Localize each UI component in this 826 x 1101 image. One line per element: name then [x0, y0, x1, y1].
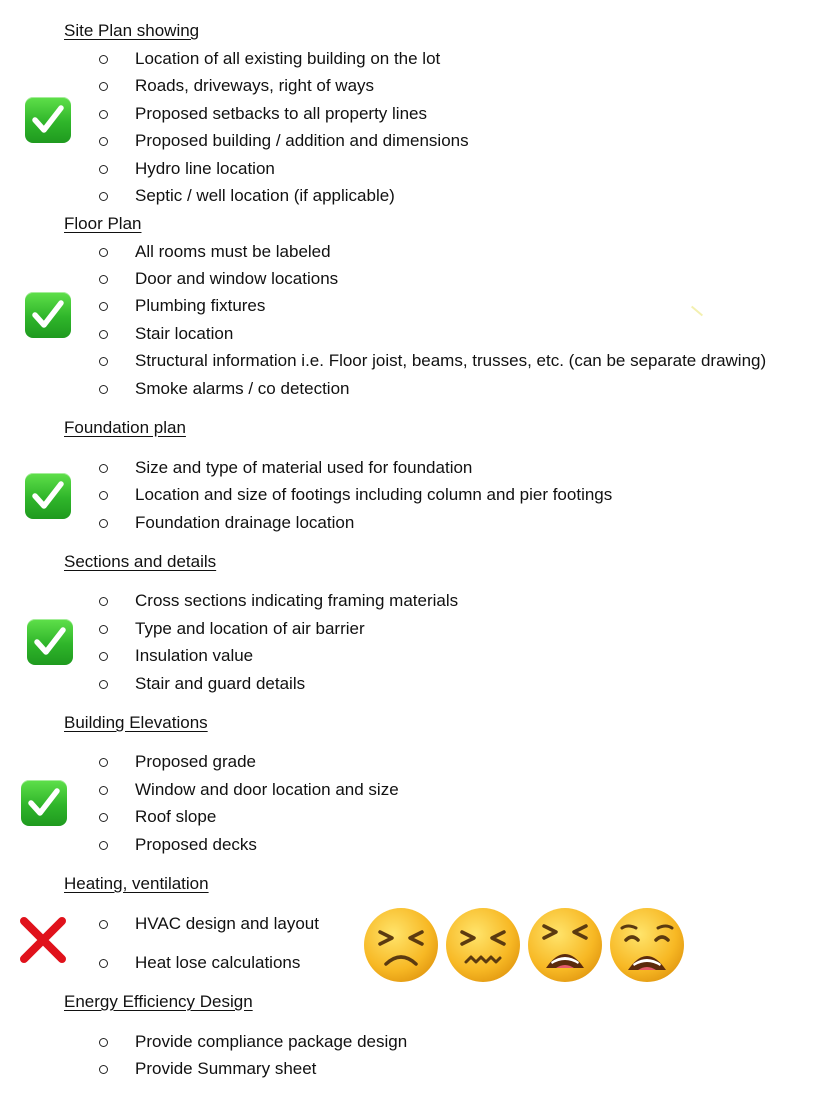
section-heading-sections-and-details: Sections and details — [64, 552, 217, 571]
bullet-icon — [99, 959, 108, 968]
bullet-icon — [99, 680, 108, 689]
stray-mark — [691, 306, 703, 317]
weary-face-icon — [608, 906, 686, 989]
check-mark-icon — [25, 97, 71, 143]
check-mark-icon — [25, 292, 71, 338]
bullet-icon — [99, 652, 108, 661]
bullet-icon — [99, 248, 108, 257]
confounded-face-icon — [444, 906, 522, 989]
bullet-icon — [99, 920, 108, 929]
check-mark-icon — [27, 619, 73, 665]
bullet-icon — [99, 385, 108, 394]
check-mark-icon — [25, 473, 71, 519]
section-heading-building-elevations: Building Elevations — [64, 713, 208, 732]
bullet-icon — [99, 841, 108, 850]
bullet-icon — [99, 275, 108, 284]
tired-face-icon — [526, 906, 604, 989]
bullet-icon — [99, 597, 108, 606]
section-heading-foundation-plan: Foundation plan — [64, 418, 186, 437]
section-heading-site-plan: Site Plan showing — [64, 21, 200, 40]
bullet-icon — [99, 1065, 108, 1074]
bullet-icon — [99, 82, 108, 91]
bullet-icon — [99, 786, 108, 795]
section-heading-heating-ventilation: Heating, ventilation — [64, 874, 209, 893]
bullet-icon — [99, 464, 108, 473]
bullet-icon — [99, 491, 108, 500]
section-heading-floor-plan: Floor Plan — [64, 214, 142, 233]
bullet-icon — [99, 758, 108, 767]
check-mark-icon — [21, 780, 67, 826]
bullet-icon — [99, 192, 108, 201]
confounded-face-icon — [362, 906, 440, 989]
cross-mark-icon — [18, 915, 68, 970]
bullet-icon — [99, 165, 108, 174]
bullet-icon — [99, 1038, 108, 1047]
bullet-icon — [99, 302, 108, 311]
section-heading-energy-efficiency-design: Energy Efficiency Design — [64, 992, 253, 1011]
bullet-icon — [99, 813, 108, 822]
bullet-icon — [99, 110, 108, 119]
bullet-icon — [99, 625, 108, 634]
bullet-icon — [99, 137, 108, 146]
bullet-icon — [99, 330, 108, 339]
bullet-icon — [99, 55, 108, 64]
bullet-icon — [99, 357, 108, 366]
bullet-icon — [99, 519, 108, 528]
